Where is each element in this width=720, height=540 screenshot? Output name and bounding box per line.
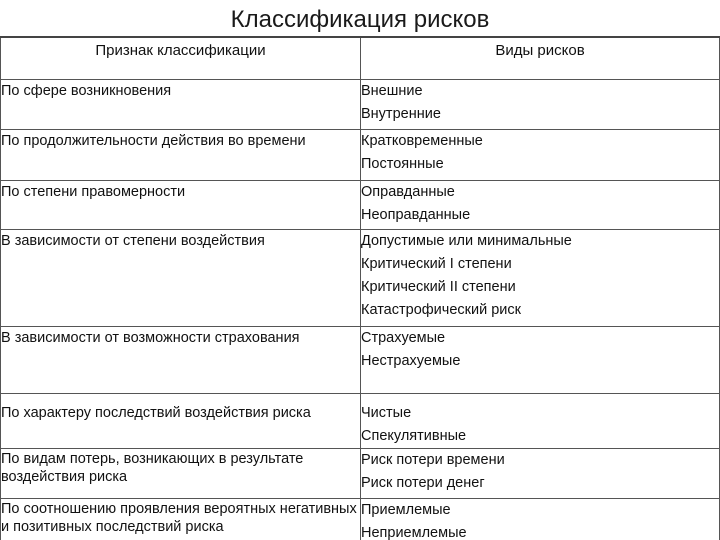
criterion-cell: По сфере возникновения: [1, 79, 361, 129]
criterion-cell: По видам потерь, возникающих в результате воздействия риска: [1, 448, 361, 498]
risk-type: Риск потери времени: [361, 451, 505, 468]
risk-type: Внешние: [361, 82, 423, 99]
risk-type: Оправданные: [361, 183, 455, 200]
criterion-cell: По продолжительности действия во времени: [1, 129, 361, 180]
criterion-cell: По степени правомерности: [1, 180, 361, 229]
risk-type: Чистые: [361, 404, 412, 421]
types-cell: [361, 448, 720, 498]
criterion-cell: В зависимости от возможности страхования: [1, 326, 361, 393]
types-cell: [361, 229, 720, 326]
risk-type: Критический I степени: [361, 255, 512, 272]
types-cell: [361, 79, 720, 129]
risk-type: Постоянные: [361, 155, 444, 172]
table-row: [1, 393, 720, 448]
table-header-row: [1, 37, 720, 79]
table-row: [1, 326, 720, 393]
criterion-cell: По характеру последствий воздействия риска: [1, 393, 361, 448]
types-cell: [361, 129, 720, 180]
table-row: [1, 180, 720, 229]
types-cell: [361, 393, 720, 448]
risk-type: Внутренние: [361, 105, 441, 122]
risk-type: Критический II степени: [361, 278, 516, 295]
header-criterion: Признак классификации: [1, 37, 361, 79]
risk-classification-table: [0, 36, 720, 540]
table-row: [1, 229, 720, 326]
criterion-cell: По соотношению проявления вероятных негативных и позитивных последствий риска: [1, 498, 361, 540]
header-types: Виды рисков: [361, 37, 720, 79]
risk-type: Спекулятивные: [361, 427, 467, 444]
risk-type: Приемлемые: [361, 501, 451, 518]
criterion-cell: В зависимости от степени воздействия: [1, 229, 361, 326]
risk-type: Катастрофический риск: [361, 301, 521, 318]
risk-type: Риск потери денег: [361, 474, 485, 491]
types-cell: [361, 180, 720, 229]
risk-type: Нестрахуемые: [361, 352, 461, 369]
risk-type: Неоправданные: [361, 206, 471, 223]
table-row: [1, 129, 720, 180]
types-cell: [361, 498, 720, 540]
risk-type: Страхуемые: [361, 329, 446, 346]
table-row: [1, 79, 720, 129]
table-row: [1, 448, 720, 498]
risk-type: Кратковременные: [361, 132, 483, 149]
risk-type: Допустимые или минимальные: [361, 232, 572, 249]
types-cell: [361, 326, 720, 393]
risk-type: Неприемлемые: [361, 524, 467, 540]
page-title: Классификация рисков: [230, 6, 490, 33]
table-row: [1, 498, 720, 540]
